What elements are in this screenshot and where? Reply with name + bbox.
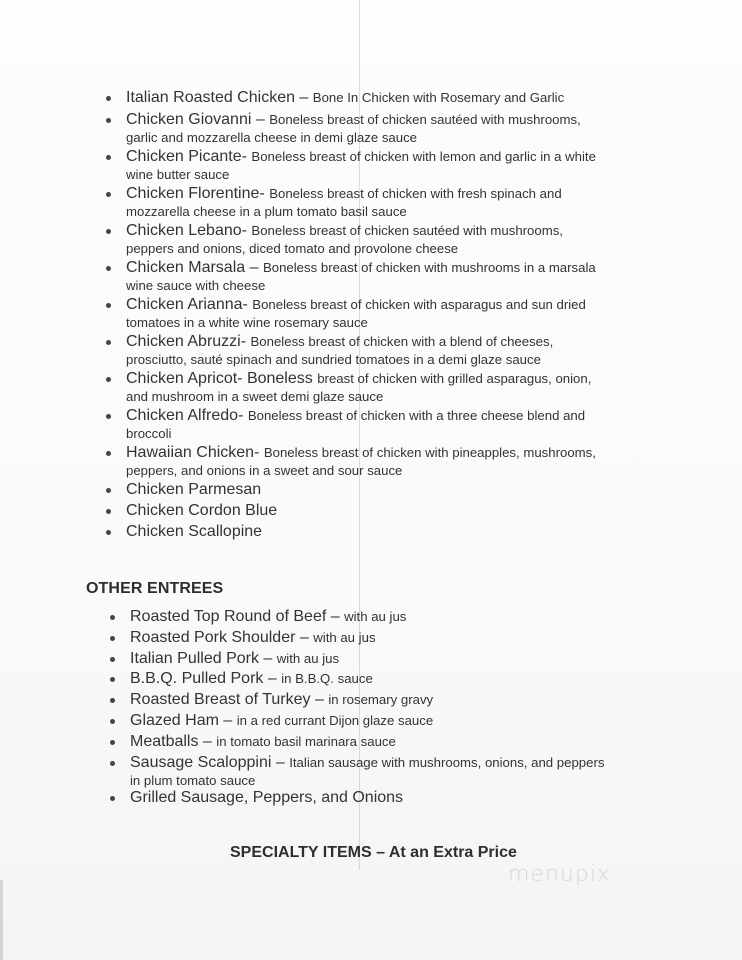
menu-item-name: Sausage Scaloppini: [130, 753, 272, 771]
menu-item: [104, 501, 664, 521]
menu-item-line: [126, 147, 664, 167]
page-edge-shadow: [0, 880, 3, 960]
menu-item-name: Chicken Giovanni: [126, 111, 252, 128]
menu-item-description: Boneless breast of chicken with a three cheese blend and: [247, 408, 586, 423]
menu-item-description: Italian sausage with mushrooms, onions, and peppers: [289, 754, 605, 770]
menu-item-line: [130, 628, 668, 648]
menu-item-line: [126, 295, 664, 315]
menu-item-description-continued: in plum tomato sauce: [130, 772, 256, 788]
menu-item-description-continued: prosciutto, sauté spinach and sundried tomatoes in a demi glaze sauce: [126, 352, 541, 367]
menu-item-name: Chicken Cordon Blue: [126, 502, 278, 519]
menu-item-description: breast of chicken with grilled asparagus, onion,: [317, 371, 592, 386]
menu-item-description: in B.B.Q. sauce: [281, 671, 373, 687]
menu-item-description-continued: tomatoes in a white wine rosemary sauce: [126, 315, 368, 330]
menu-item-line: [130, 690, 668, 710]
menu-item-name: Roasted Breast of Turkey: [130, 691, 311, 709]
menu-item-name: Italian Pulled Pork: [130, 649, 259, 667]
menu-item-description: Boneless breast of chicken with asparagus and sun dried: [252, 297, 586, 312]
menu-item-description: Boneless breast of chicken with pineapples, mushrooms,: [263, 445, 596, 460]
menu-item-name: Chicken Apricot- Boneless: [126, 370, 313, 387]
menu-item-separator: –: [245, 259, 263, 276]
menu-item-line: [130, 732, 668, 752]
menu-item-name: Roasted Top Round of Beef: [130, 608, 327, 625]
menu-item-description: with au jus: [313, 629, 376, 645]
menu-item-description: Boneless breast of chicken with a blend of cheeses,: [250, 334, 554, 349]
menu-item-description-continued: wine sauce with cheese: [126, 278, 266, 293]
menu-item-line: [126, 369, 664, 389]
menu-item-line: [126, 501, 664, 521]
menu-item-line: [126, 480, 664, 500]
menu-item-line: [130, 607, 668, 627]
menu-item: [104, 480, 664, 500]
menu-item-line: [126, 221, 664, 241]
menu-item-separator: –: [294, 89, 313, 106]
specialty-items-heading: SPECIALTY ITEMS – At an Extra Price: [230, 844, 517, 861]
menu-item: [108, 628, 668, 648]
menu-item-description-continued: peppers, and onions in a sweet and sour sauce: [126, 463, 403, 478]
menu-item-separator: –: [218, 711, 237, 729]
menu-item-name: Chicken Parmesan: [126, 481, 262, 498]
menu-item-name: Chicken Alfredo-: [126, 407, 244, 424]
menu-item-line: [126, 332, 664, 352]
menu-item-description-continued: peppers and onions, diced tomato and provolone cheese: [126, 241, 459, 256]
menu-item-description: Boneless breast of chicken sautéed with mushrooms,: [269, 112, 581, 127]
menu-item-separator: –: [263, 670, 282, 688]
menu-item-name: Glazed Ham: [130, 711, 219, 729]
menu-item-separator: –: [251, 111, 270, 128]
menu-item-separator: –: [271, 753, 290, 771]
menu-item: [104, 522, 664, 542]
menu-item-name: Chicken Marsala: [126, 259, 246, 276]
menu-item-name: Chicken Picante-: [126, 148, 247, 165]
menu-item-description-continued: broccoli: [126, 426, 172, 441]
menu-item: [104, 443, 664, 478]
menu-item: [104, 110, 664, 145]
menu-item-name: Italian Roasted Chicken: [126, 89, 295, 106]
menu-item-line: [130, 649, 668, 669]
menu-item: [108, 649, 668, 669]
menu-item-description-continued: and mushroom in a sweet demi glaze sauce: [126, 389, 384, 404]
menu-item-description: in rosemary gravy: [328, 692, 434, 708]
menu-item: [108, 711, 668, 731]
menu-item-line: [126, 443, 664, 463]
menu-item-name: Chicken Florentine-: [126, 185, 265, 202]
menu-item: [108, 607, 668, 627]
menu-item-line: [126, 88, 664, 108]
menu-item-line: [126, 522, 664, 542]
menu-item-name: B.B.Q. Pulled Pork: [130, 670, 264, 688]
menu-item-name: Chicken Scallopine: [126, 523, 263, 540]
menu-item-separator: –: [310, 691, 329, 709]
menu-item: [108, 690, 668, 710]
menu-item-line: [130, 753, 668, 773]
menu-item-line: [126, 184, 664, 204]
menu-item-description-continued: wine butter sauce: [126, 167, 230, 182]
other-entrees-list: [108, 607, 668, 809]
menu-item-line: [126, 110, 664, 130]
menu-item-line: [126, 258, 664, 278]
menu-item-name: Chicken Arianna-: [126, 296, 248, 313]
menu-item-line: [130, 711, 668, 731]
other-entrees-heading: OTHER ENTREES: [86, 580, 224, 597]
menu-item: [108, 732, 668, 752]
menu-item: [104, 88, 664, 108]
menu-item-separator: –: [295, 628, 314, 646]
menu-item-description: in tomato basil marinara sauce: [216, 733, 396, 749]
menu-item: [104, 147, 664, 182]
menu-item-line: [130, 788, 668, 808]
menu-item: [104, 295, 664, 330]
menu-item-description: with au jus: [344, 609, 407, 624]
menu-item: [104, 406, 664, 441]
menu-item-description: Bone In Chicken with Rosemary and Garlic: [312, 90, 565, 105]
menu-item: [104, 184, 664, 219]
menu-item-description: Boneless breast of chicken with lemon and garlic in a white: [251, 149, 596, 164]
menu-item-separator: –: [326, 608, 345, 625]
menu-item-name: Chicken Lebano-: [126, 222, 247, 239]
menu-item-separator: –: [258, 649, 277, 667]
menu-item: [104, 221, 664, 256]
menu-item-description: with au jus: [276, 650, 340, 666]
menu-item-description: Boneless breast of chicken with fresh spinach and: [269, 186, 562, 201]
menu-item: [108, 669, 668, 689]
menu-item-line: [130, 669, 668, 689]
menu-item-line: [126, 406, 664, 426]
menu-item-name: Grilled Sausage, Peppers, and Onions: [130, 789, 404, 807]
menu-item: [104, 369, 664, 404]
menu-item: [108, 753, 668, 788]
menu-item-separator: –: [198, 732, 217, 750]
menu-item-name: Meatballs: [130, 732, 199, 750]
menu-item: [108, 788, 668, 808]
menu-item-description-continued: garlic and mozzarella cheese in demi glaze sauce: [126, 130, 418, 145]
menu-item-description-continued: mozzarella cheese in a plum tomato basil sauce: [126, 204, 407, 219]
menu-item-name: Roasted Pork Shoulder: [130, 628, 296, 646]
menu-item-name: Chicken Abruzzi-: [126, 333, 247, 350]
menu-item-description: in a red currant Dijon glaze sauce: [236, 712, 434, 728]
menupix-watermark: menupix: [508, 862, 611, 887]
menu-item: [104, 332, 664, 367]
chicken-entrees-list: [104, 88, 664, 543]
menu-item-description: Boneless breast of chicken with mushrooms in a marsala: [262, 260, 596, 275]
menu-item-description: Boneless breast of chicken sautéed with mushrooms,: [251, 223, 563, 238]
menu-item: [104, 258, 664, 293]
menu-item-name: Hawaiian Chicken-: [126, 444, 260, 461]
